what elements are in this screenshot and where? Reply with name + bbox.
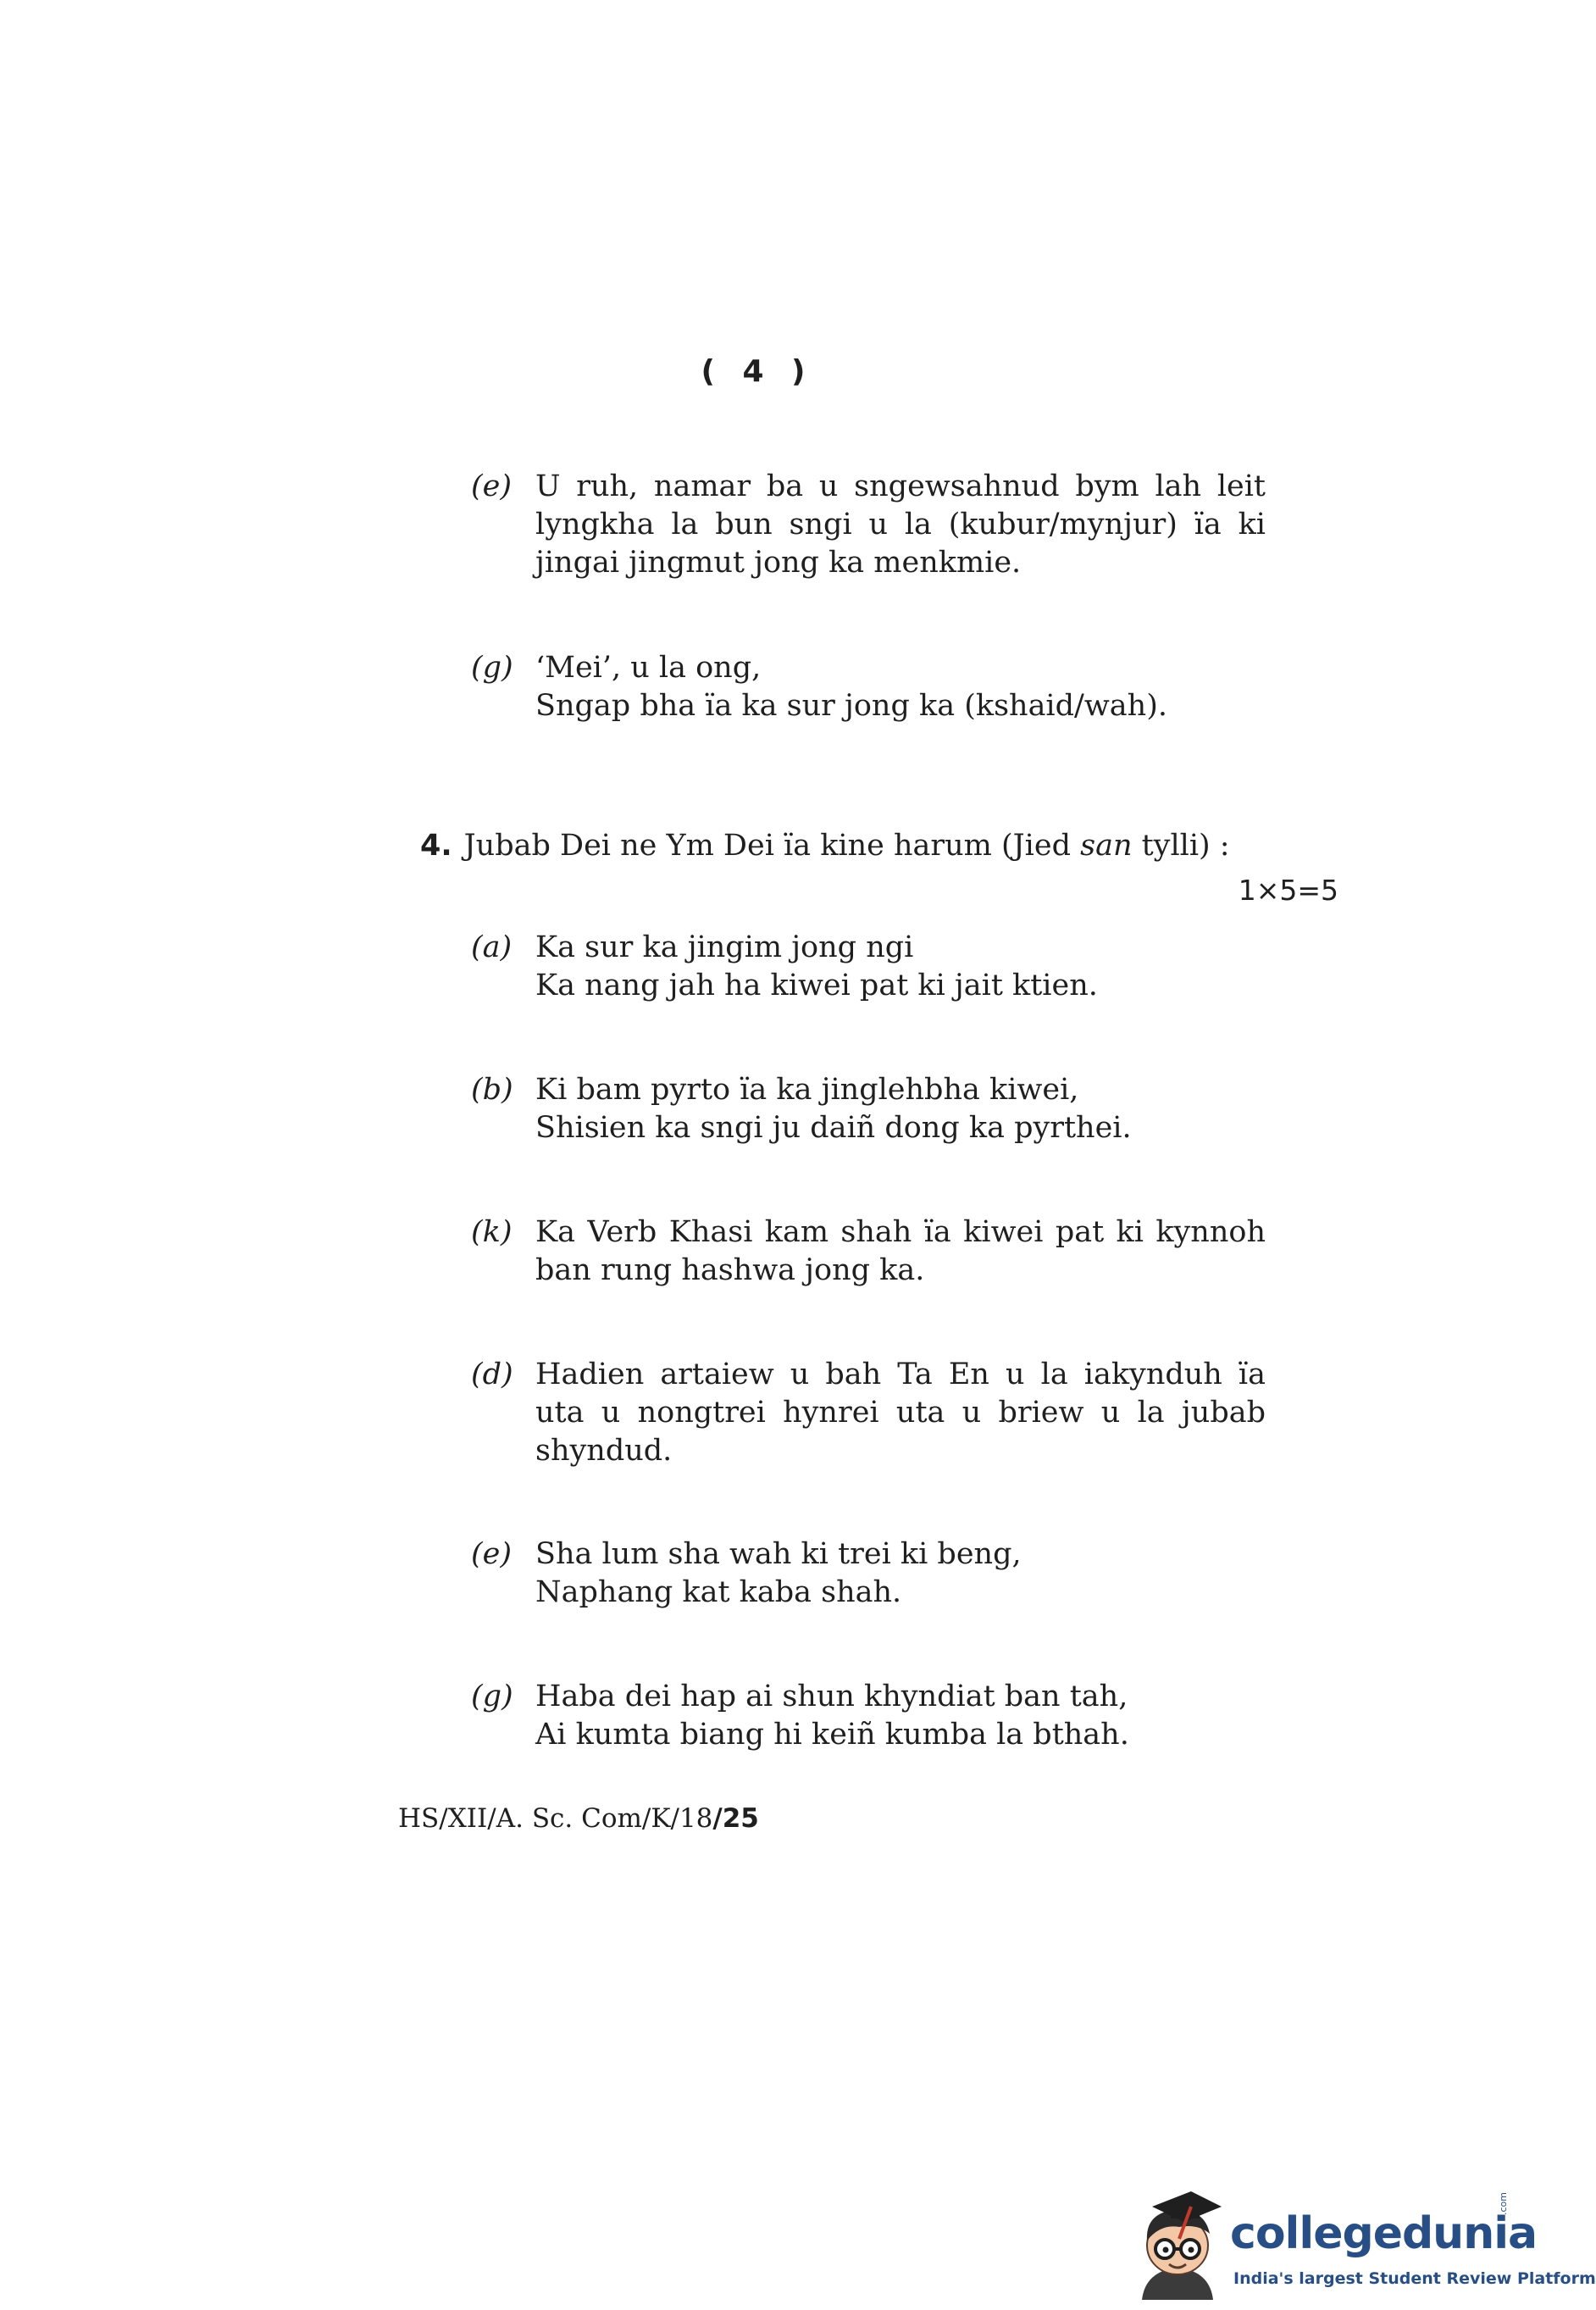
item-text	[535, 468, 1266, 582]
question-text-end: tylli) :	[1132, 829, 1230, 863]
item-text	[535, 1678, 1266, 1754]
paper-code-text: HS/XII/A. Sc. Com/K/18	[398, 1803, 713, 1834]
brand-com: .com	[1498, 2192, 1509, 2215]
student-mascot-icon	[1127, 2190, 1228, 2300]
item-text	[535, 929, 1266, 1005]
item-line: Ki bam pyrto ïa ka jinglehbha kiwei,	[535, 1073, 1079, 1107]
item-line: ban rung hashwa jong ka.	[535, 1253, 925, 1287]
item-label: (b)	[471, 1073, 513, 1107]
item-line: Sha lum sha wah ki trei ki beng,	[535, 1537, 1022, 1571]
item-label: (a)	[471, 930, 513, 964]
brand-name: collegedunia	[1230, 2208, 1538, 2259]
item-line: U ruh, namar ba u sngewsahnud bym lah leit	[535, 469, 1266, 503]
item-line: Hadien artaiew u bah Ta En u la iakynduh ïa	[535, 1358, 1266, 1391]
q4-item-a	[471, 929, 1266, 1005]
item-text	[535, 1213, 1266, 1290]
question-number: 4.	[420, 829, 452, 863]
item-label: (k)	[471, 1215, 513, 1249]
paper-code-suffix: /25	[712, 1803, 759, 1834]
q4-item-k	[471, 1213, 1266, 1290]
item-label: (e)	[471, 1537, 513, 1571]
section3-item-e	[471, 468, 1266, 582]
item-line: shyndud.	[535, 1434, 673, 1468]
item-line: Ai kumta biang hi keiñ kumba la bthah.	[535, 1718, 1129, 1752]
item-text	[535, 1356, 1266, 1470]
item-label: (e)	[471, 469, 513, 503]
item-line: Ka sur ka jingim jong ngi	[535, 930, 914, 964]
item-text	[535, 1535, 1266, 1612]
item-line: ‘Mei’, u la ong,	[535, 651, 762, 685]
item-line: Naphang kat kaba shah.	[535, 1575, 902, 1609]
paper-code	[398, 1803, 759, 1834]
section3-item-g	[471, 649, 1266, 725]
question-4-heading	[420, 827, 1338, 907]
item-line: Ka Verb Khasi kam shah ïa kiwei pat ki kynnoh	[535, 1215, 1266, 1249]
item-line: Sngap bha ïa ka sur jong ka (kshaid/wah).	[535, 689, 1167, 723]
item-label: (g)	[471, 1680, 513, 1713]
item-label: (g)	[471, 651, 513, 685]
page-number: ( 4 )	[701, 354, 814, 389]
item-line: Ka nang jah ha kiwei pat ki jait ktien.	[535, 969, 1098, 1002]
item-line: Shisien ka sngi ju daiñ dong ka pyrthei.	[535, 1111, 1132, 1145]
question-emphasis: san	[1080, 829, 1133, 863]
question-text: Jubab Dei ne Ym Dei ïa kine harum (Jied	[463, 829, 1081, 863]
collegedunia-watermark	[1127, 2190, 1596, 2300]
q4-item-g	[471, 1678, 1266, 1754]
item-line: uta u nongtrei hynrei uta u briew u la jubab	[535, 1396, 1266, 1430]
item-line: jingai jingmut jong ka menkmie.	[535, 546, 1022, 580]
item-text	[535, 649, 1266, 725]
item-line: lyngkha la bun sngi u la (kubur/mynjur) ïa ki	[535, 508, 1266, 541]
q4-item-b	[471, 1071, 1266, 1147]
q4-item-e	[471, 1535, 1266, 1612]
item-label: (d)	[471, 1358, 513, 1391]
question-marks: 1×5=5	[1238, 874, 1338, 907]
brand-tagline: India's largest Student Review Platform	[1233, 2269, 1596, 2288]
q4-item-d	[471, 1356, 1266, 1470]
item-text	[535, 1071, 1266, 1147]
item-line: Haba dei hap ai shun khyndiat ban tah,	[535, 1680, 1128, 1713]
